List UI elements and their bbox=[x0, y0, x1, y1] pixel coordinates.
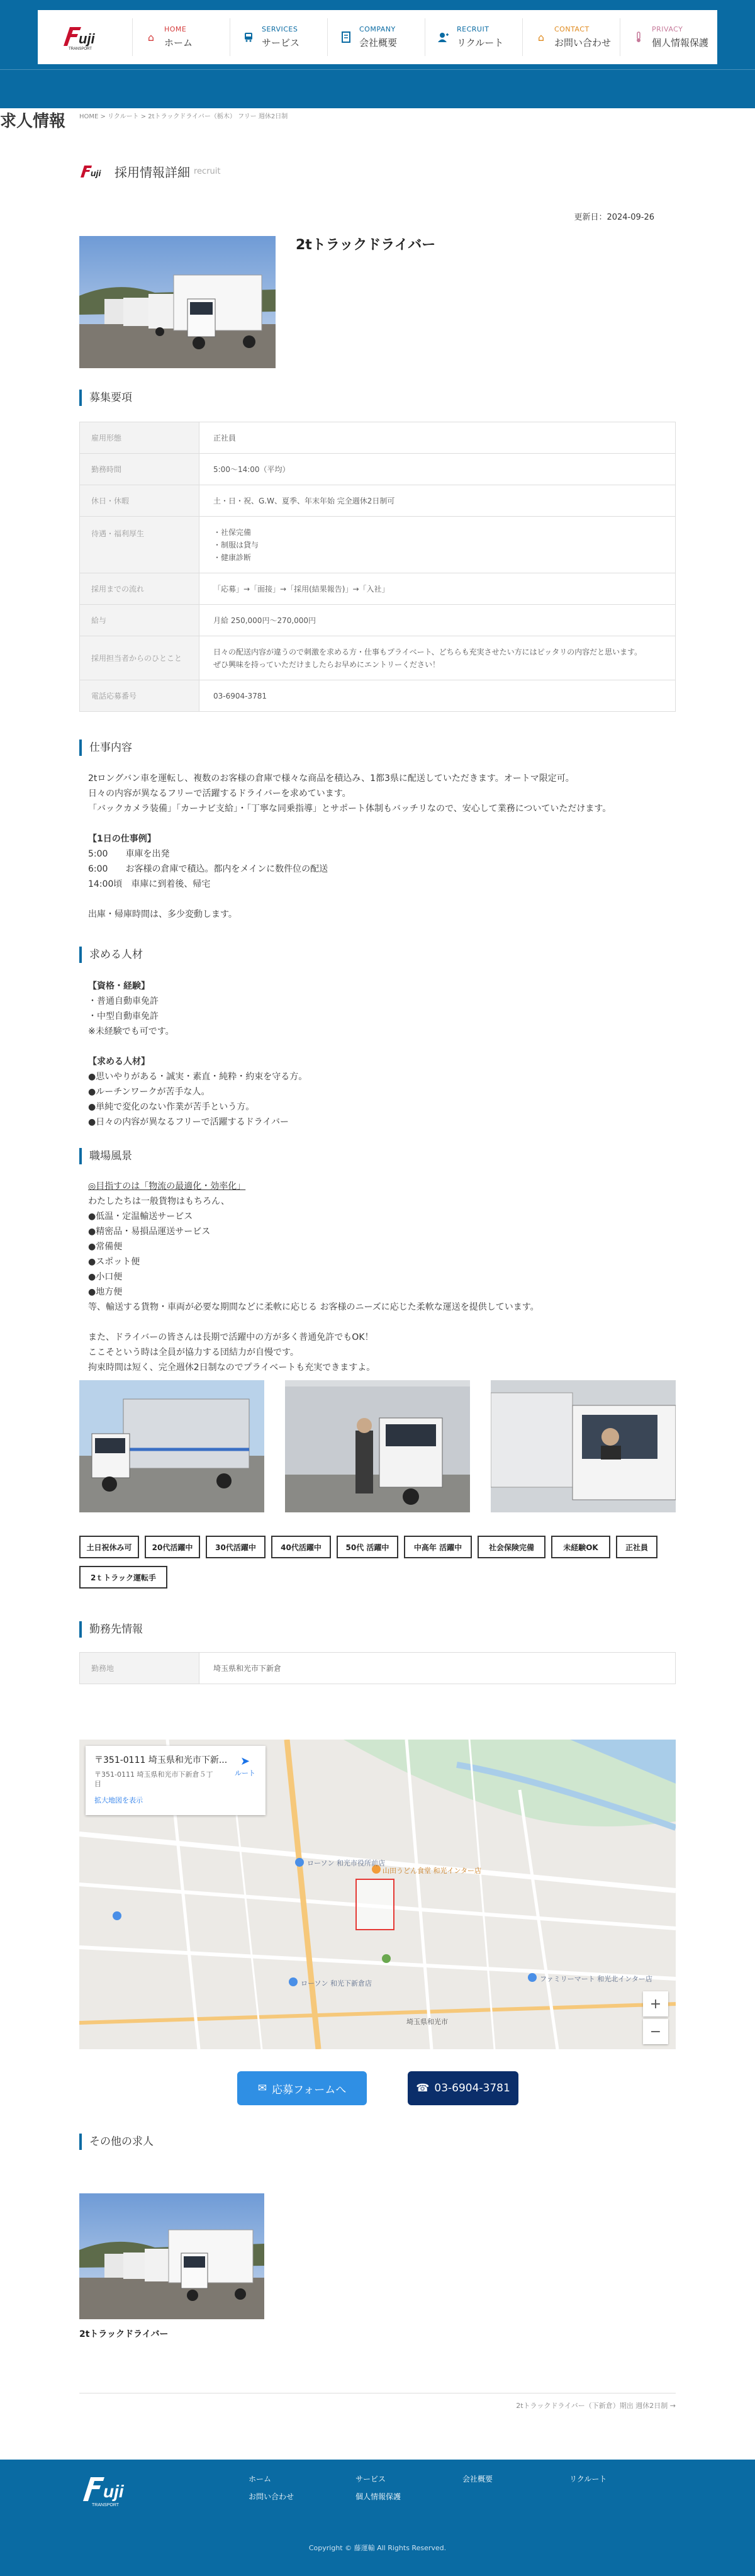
tag: 社会保険完備 bbox=[478, 1536, 545, 1558]
directions-icon: ➤ bbox=[240, 1755, 250, 1768]
text-line: わたしたちは一般貨物はもちろん、 bbox=[88, 1196, 230, 1206]
footer-link-contact[interactable]: お問い合わせ bbox=[249, 2492, 294, 2501]
row-label: 採用までの流れ bbox=[80, 573, 199, 605]
nav-label-ja: 会社概要 bbox=[359, 37, 398, 48]
text-line: ●常備便 bbox=[88, 1242, 123, 1252]
row-line: ぜひ興味を持っていただけましたらお早めにエントリーください！ bbox=[213, 660, 440, 669]
breadcrumb[interactable]: HOME > リクルート > 2tトラックドライバー（栃木） フリー 週休2日制 bbox=[79, 113, 288, 120]
title-bar bbox=[0, 69, 755, 108]
nav-label-ja: リクルート bbox=[457, 37, 504, 48]
row-value: 03-6904-3781 bbox=[199, 680, 676, 712]
nav-item-home[interactable] bbox=[132, 18, 230, 56]
bus-icon bbox=[242, 30, 255, 44]
table-row bbox=[80, 485, 676, 517]
row-value: 正社員 bbox=[199, 422, 676, 454]
text-line bbox=[88, 892, 667, 907]
apply-form-button[interactable] bbox=[237, 2071, 367, 2105]
table-row bbox=[80, 517, 676, 573]
map-info-card bbox=[86, 1746, 266, 1815]
nav-item-privacy[interactable] bbox=[620, 18, 717, 56]
text-line: 等、輸送する貨物・車両が必要な期間などに柔軟に応じる お客様のニーズに応じた柔軟な運送を提供しています。 bbox=[88, 1302, 539, 1312]
tag: 30代活躍中 bbox=[206, 1536, 266, 1558]
tag: 正社員 bbox=[616, 1536, 657, 1558]
text-line: ●思いやりがある・誠実・素直・純粋・約束を守る方。 bbox=[88, 1072, 308, 1082]
row-value: 埼玉県和光市下新倉 bbox=[199, 1653, 676, 1684]
text-line: 出庫・帰庫時間は、多少変動します。 bbox=[88, 909, 237, 920]
location-table bbox=[79, 1652, 676, 1684]
fuji-logo-icon bbox=[60, 23, 110, 51]
svg-text:uji: uji bbox=[91, 167, 101, 178]
text-line: 「バックカメラ装備」「カーナビ支給」・「丁寧な同乗指導」とサポート体制もバッチリなので、安心して業務についていただけます。 bbox=[88, 804, 612, 814]
recruit-table bbox=[79, 422, 676, 712]
svg-text:TRANSPORT: TRANSPORT bbox=[69, 47, 92, 51]
row-label: 電話応募番号 bbox=[80, 680, 199, 712]
table-row bbox=[80, 573, 676, 605]
text-line: ●スポット便 bbox=[88, 1257, 140, 1267]
tag: 未経験OK bbox=[551, 1536, 610, 1558]
nav-bar bbox=[38, 10, 717, 64]
nav-label-en: SERVICES bbox=[262, 25, 298, 33]
text-line: 6:00 お客様の倉庫で積込。都内をメインに数件位の配送 bbox=[88, 864, 328, 874]
row-line: ・社保完備 bbox=[213, 527, 252, 537]
row-value: 5:00～14:00（平均） bbox=[199, 454, 676, 485]
text-line: ※未経験でも可です。 bbox=[88, 1026, 174, 1037]
svg-text:TRANSPORT: TRANSPORT bbox=[92, 2503, 120, 2507]
text-line: 【求める人材】 bbox=[88, 1057, 150, 1067]
zoom-in-button[interactable]: + bbox=[643, 1991, 668, 2016]
nav-label-ja: ホーム bbox=[164, 37, 193, 48]
house-icon: ⌂ bbox=[537, 31, 545, 43]
person-icon bbox=[437, 30, 450, 44]
row-value: 土・日・祝、G.W、夏季、年末年始 完全週休2日制可 bbox=[199, 485, 676, 517]
nav-label-ja: お問い合わせ bbox=[554, 37, 612, 48]
svg-text:uji: uji bbox=[103, 2482, 124, 2501]
footer-link-services[interactable]: サービス bbox=[355, 2475, 386, 2483]
row-label: 採用担当者からのひとこと bbox=[80, 636, 199, 680]
other-jobs-heading: その他の求人 bbox=[79, 2134, 154, 2150]
map-place-address: 〒351-0111 埼玉県和光市下新倉５丁目 bbox=[94, 1770, 213, 1788]
thermometer-icon bbox=[632, 30, 646, 44]
row-value: 「応募」→「面接」→「採用(結果報告)」→「入社」 bbox=[199, 573, 676, 605]
tag: 40代活躍中 bbox=[271, 1536, 331, 1558]
envelope-icon: ✉ bbox=[257, 2082, 267, 2095]
phone-label: 03-6904-3781 bbox=[434, 2082, 510, 2095]
map-enlarge-link[interactable]: 拡大地図を表示 bbox=[94, 1796, 143, 1804]
footer-link-recruit[interactable]: リクルート bbox=[569, 2475, 607, 2483]
table-row bbox=[80, 1653, 676, 1684]
other-job-title[interactable]: 2tトラックドライバー bbox=[79, 2329, 169, 2339]
map-route-link[interactable] bbox=[235, 1755, 255, 1778]
logo[interactable] bbox=[38, 10, 132, 64]
fuji-mini-logo-icon bbox=[79, 164, 108, 180]
updated-date: 更新日：2024-09-26 bbox=[574, 213, 654, 222]
google-map[interactable] bbox=[79, 1740, 676, 2049]
text-line bbox=[88, 816, 667, 831]
wanted-text bbox=[88, 979, 667, 1130]
footer-link-privacy[interactable]: 個人情報保護 bbox=[355, 2492, 401, 2501]
zoom-out-button[interactable]: − bbox=[643, 2019, 668, 2044]
nav-label-ja: 個人情報保護 bbox=[652, 37, 709, 48]
page-title: 求人情報 bbox=[0, 112, 66, 131]
row-label: 雇用形態 bbox=[80, 422, 199, 454]
row-value: 月給 250,000円～270,000円 bbox=[199, 605, 676, 636]
map-label: 山田うどん食堂 和光インター店 bbox=[383, 1867, 482, 1875]
text-line: ●地方便 bbox=[88, 1287, 123, 1297]
table-row bbox=[80, 636, 676, 680]
workplace-photo bbox=[491, 1380, 676, 1512]
map-place-title: 〒351-0111 埼玉県和光市下新... bbox=[94, 1755, 228, 1765]
row-line: ・健康診断 bbox=[213, 553, 252, 562]
text-line: ●精密品・易損品運送サービス bbox=[88, 1227, 211, 1237]
work-text bbox=[88, 771, 667, 922]
text-line: ・普通自動車免許 bbox=[88, 996, 159, 1006]
row-line: 日々の配送内容が違うので刺激を求める方・仕事もプライベート、どちらも充実させたい方にはピッタリの内容だと思います。 bbox=[213, 647, 642, 656]
row-label: 勤務時間 bbox=[80, 454, 199, 485]
map-label: ローソン 和光市役所前店 bbox=[307, 1859, 386, 1867]
tag: 20代活躍中 bbox=[145, 1536, 200, 1558]
location-heading: 勤務先情報 bbox=[79, 1621, 143, 1638]
workplace-photo bbox=[285, 1380, 470, 1512]
text-line bbox=[88, 1039, 667, 1054]
row-label: 待遇・福利厚生 bbox=[80, 517, 199, 573]
nav-label-en: CONTACT bbox=[554, 25, 590, 33]
row-value bbox=[199, 517, 676, 573]
tag: 50代 活躍中 bbox=[337, 1536, 398, 1558]
text-line: 日々の内容が異なるフリーで活躍するドライバーを求めています。 bbox=[88, 789, 351, 799]
nav-label-en: COMPANY bbox=[359, 25, 396, 33]
footer-logo[interactable] bbox=[79, 2472, 148, 2507]
workplace-text bbox=[88, 1179, 667, 1375]
tag: 中高年 活躍中 bbox=[404, 1536, 472, 1558]
footer bbox=[0, 2460, 755, 2576]
table-row bbox=[80, 454, 676, 485]
document-icon bbox=[339, 30, 353, 44]
section-title: 採用情報詳細 bbox=[115, 165, 190, 180]
home-icon: ⌂ bbox=[147, 31, 155, 43]
table-row bbox=[80, 422, 676, 454]
work-heading: 仕事内容 bbox=[79, 740, 132, 756]
footer-link-company[interactable]: 会社概要 bbox=[462, 2475, 493, 2483]
nav-item-services[interactable] bbox=[230, 18, 327, 56]
text-line: 14:00頃 車庫に到着後、帰宅 bbox=[88, 879, 211, 889]
text-line: 【資格・経験】 bbox=[88, 981, 150, 991]
recruit-heading: 募集要項 bbox=[79, 390, 132, 406]
other-job-photo[interactable] bbox=[79, 2193, 264, 2319]
text-line: ●日々の内容が異なるフリーで活躍するドライバー bbox=[88, 1117, 289, 1127]
section-header bbox=[79, 162, 676, 181]
row-label: 休日・休暇 bbox=[80, 485, 199, 517]
wanted-heading: 求める人材 bbox=[79, 947, 143, 963]
row-value bbox=[199, 636, 676, 680]
text-line: 5:00 車庫を出発 bbox=[88, 849, 170, 859]
text-line: ●低温・定温輸送サービス bbox=[88, 1212, 193, 1222]
text-line: ここそという時は全員が協力する団結力が自慢です。 bbox=[88, 1347, 299, 1358]
text-line: 2tロングバン車を運転し、複数のお客様の倉庫で様々な商品を積込み、1都3県に配送していただきます。オートマ限定可。 bbox=[88, 773, 574, 784]
header bbox=[0, 0, 755, 69]
map-label: ローソン 和光下新倉店 bbox=[301, 1979, 372, 1988]
text-line: ●小口便 bbox=[88, 1272, 123, 1282]
footer-link-home[interactable]: ホーム bbox=[249, 2475, 272, 2483]
map-label: 埼玉県和光市 bbox=[406, 2018, 448, 2026]
text-line: ●ルーチンワークが苦手な人。 bbox=[88, 1087, 210, 1097]
text-line: 拘束時間は短く、完全週休2日制なのでプライベートも充実できますよ。 bbox=[88, 1363, 376, 1373]
main-truck-photo bbox=[79, 236, 276, 368]
table-row bbox=[80, 605, 676, 636]
nav-item-company[interactable] bbox=[327, 18, 425, 56]
svg-text:uji: uji bbox=[79, 31, 95, 47]
nav-label-en: PRIVACY bbox=[652, 25, 683, 33]
section-subtitle: recruit bbox=[194, 167, 221, 176]
nav-label-en: RECRUIT bbox=[457, 25, 489, 33]
workplace-heading: 職場風景 bbox=[79, 1148, 132, 1164]
text-line: また、ドライバーの皆さんは長期で活躍中の方が多く普通免許でもOK！ bbox=[88, 1332, 374, 1342]
tag: 2ｔトラック運転手 bbox=[79, 1566, 167, 1589]
tag: 土日祝休み可 bbox=[79, 1536, 139, 1558]
map-route-label: ルート bbox=[235, 1769, 255, 1777]
next-post-link[interactable]: 2tトラックドライバー（下新倉）期出 週休2日制 → bbox=[516, 2402, 676, 2410]
nav-item-recruit[interactable] bbox=[425, 18, 522, 56]
map-label: ファミリーマート 和光北インター店 bbox=[540, 1975, 652, 1983]
row-label: 勤務地 bbox=[80, 1653, 199, 1684]
text-line bbox=[88, 1315, 667, 1330]
text-line: 【1日の仕事例】 bbox=[88, 834, 156, 844]
text-line: ◎目指すのは「物流の最適化・効率化」 bbox=[88, 1181, 246, 1191]
copyright: Copyright © 藤運輸 All Rights Reserved. bbox=[308, 2544, 447, 2552]
row-label: 給与 bbox=[80, 605, 199, 636]
phone-icon: ☎ bbox=[416, 2082, 430, 2095]
apply-label: 応募フォームへ bbox=[272, 2083, 347, 2096]
text-line: ●単純で変化のない作業が苦手という方。 bbox=[88, 1102, 255, 1112]
workplace-photo bbox=[79, 1380, 264, 1512]
nav-label-en: HOME bbox=[164, 25, 187, 33]
job-title: 2tトラックドライバー bbox=[296, 237, 436, 253]
nav-item-contact[interactable] bbox=[522, 18, 620, 56]
phone-button[interactable] bbox=[408, 2071, 518, 2105]
text-line: ・中型自動車免許 bbox=[88, 1011, 159, 1021]
table-row bbox=[80, 680, 676, 712]
nav-label-ja: サービス bbox=[262, 37, 300, 48]
row-line: ・制服は貸与 bbox=[213, 540, 259, 549]
